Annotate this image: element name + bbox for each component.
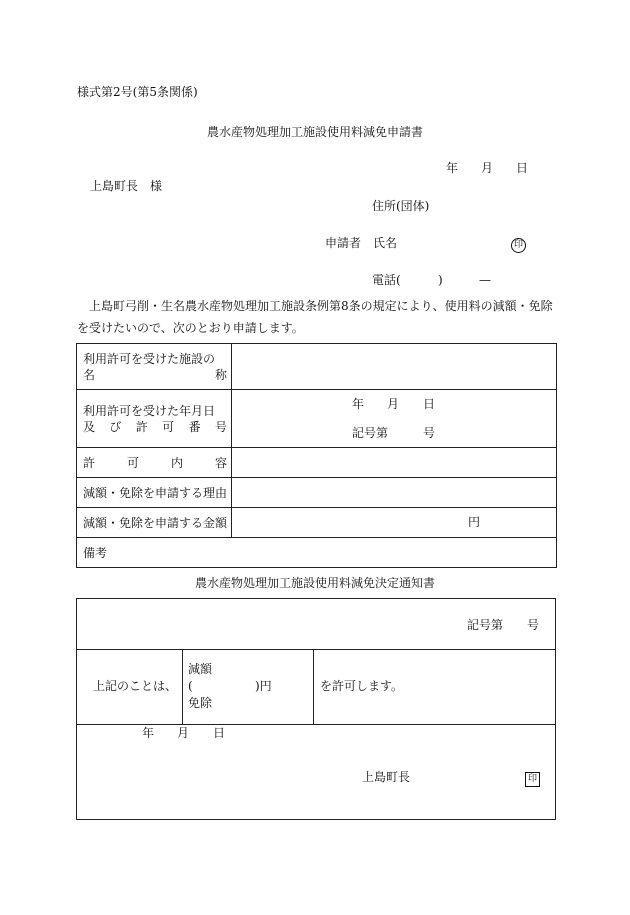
date-month-label: 月	[481, 161, 494, 175]
table-row	[77, 538, 557, 568]
permit-date-field[interactable]	[232, 390, 557, 448]
square-seal-icon: 印	[525, 772, 540, 787]
table-row	[77, 448, 557, 478]
applicant-seal	[511, 235, 526, 253]
notice-title: 農水産物処理加工施設使用料減免決定通知書	[194, 576, 435, 590]
permit-date-label-char: 可	[162, 419, 175, 434]
amount-field[interactable]	[232, 508, 557, 538]
facility-name-label-line1: 利用許可を受けた施設の	[83, 351, 216, 366]
facility-name-label-char: 称	[214, 367, 227, 382]
phone-open-label: 電話(	[372, 273, 401, 287]
date-year-label: 年	[446, 161, 459, 175]
decision-lead: 上記のことは、	[93, 679, 178, 693]
permit-date-label	[77, 390, 232, 448]
permit-date-label-char: び	[109, 419, 122, 434]
permit-date-label-line1: 利用許可を受けた年月日	[83, 403, 216, 418]
permit-date-label-char: 番	[188, 419, 201, 434]
issuer-name: 上島町長	[362, 770, 411, 784]
option-exempt: 免除	[188, 696, 213, 710]
divider	[77, 649, 555, 650]
amount-paren-close: )円	[255, 679, 272, 693]
table-row	[77, 478, 557, 508]
seal-mark-icon: 印	[511, 238, 526, 253]
table-row	[77, 508, 557, 538]
notice-date-month: 月	[177, 726, 190, 740]
notice-date-year: 年	[142, 726, 155, 740]
notice-date-day: 日	[213, 726, 226, 740]
permit-number-suffix: 号	[423, 426, 436, 440]
phone-dash: —	[479, 273, 491, 287]
body-text-line1: 上島町弓削・生名農水産物処理加工施設条例第8条の規定により、使用料の減額・免除	[89, 299, 553, 313]
permit-content-label-char: 容	[214, 455, 227, 470]
applicant-label: 申請者	[325, 236, 362, 250]
form-title: 農水産物処理加工施設使用料減免申請書	[206, 125, 423, 139]
permit-date-year: 年	[352, 397, 365, 411]
amount-label: 減額・免除を申請する金額	[77, 508, 232, 538]
addressee: 上島町長 様	[90, 179, 163, 193]
remarks-label: 備考	[77, 538, 557, 568]
facility-name-label-char: 名	[83, 367, 96, 382]
permit-date-month: 月	[387, 397, 400, 411]
amount-paren-open: (	[188, 679, 193, 693]
permit-date-label-line2	[77, 419, 231, 435]
divider	[182, 649, 183, 724]
table-row	[77, 390, 557, 448]
facility-name-label	[77, 344, 232, 390]
phone-close-paren: )	[438, 273, 443, 287]
reason-label: 減額・免除を申請する理由	[77, 478, 232, 508]
name-label: 氏名	[373, 236, 398, 250]
permit-content-label-char: 内	[170, 455, 183, 470]
table-row	[77, 344, 557, 390]
application-table	[76, 343, 557, 568]
option-reduce: 減額	[188, 662, 213, 676]
permit-date-label-char: 許	[135, 419, 148, 434]
issuer-seal	[525, 769, 540, 787]
permit-content-label-char: 可	[126, 455, 139, 470]
permit-content-label-chars	[77, 455, 231, 471]
permit-number-prefix: 記号第	[352, 426, 389, 440]
notice-number-suffix: 号	[527, 618, 540, 632]
permit-content-field[interactable]	[232, 448, 557, 478]
permit-date-day: 日	[423, 397, 436, 411]
form-number: 様式第2号(第5条関係)	[77, 85, 198, 99]
notice-number-prefix: 記号第	[467, 618, 504, 632]
decision-notice-box	[76, 598, 556, 820]
facility-name-field[interactable]	[232, 344, 557, 390]
decision-tail: を許可します。	[320, 679, 404, 693]
permit-content-label	[77, 448, 232, 478]
permit-content-label-char: 許	[83, 455, 96, 470]
permit-date-label-char: 及	[83, 419, 96, 434]
facility-name-label-line2	[77, 367, 231, 383]
divider	[313, 649, 314, 724]
date-day-label: 日	[516, 161, 529, 175]
amount-unit: 円	[468, 515, 481, 529]
body-text-line2: を受けたいので、次のとおり申請します。	[77, 321, 304, 335]
permit-date-label-char: 号	[214, 419, 227, 434]
address-label: 住所(団体)	[372, 199, 430, 213]
reason-field[interactable]	[232, 478, 557, 508]
